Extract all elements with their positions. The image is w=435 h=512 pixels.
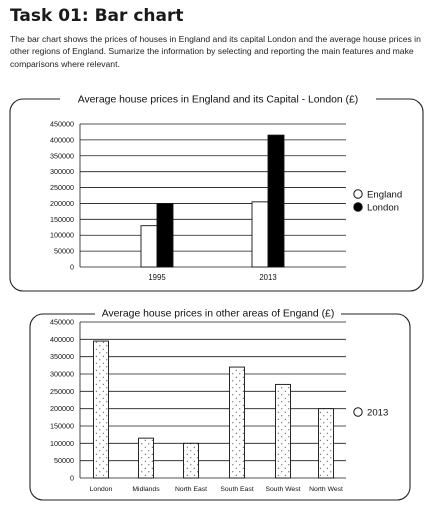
y-tick-label: 300000 [50,369,74,379]
x-category-label: North East [174,486,208,493]
bar-2013-london [94,341,109,478]
bar-2013-south-east [230,367,245,478]
x-category-label: South East [220,486,254,493]
x-category-label: 2013 [259,273,277,282]
y-tick-label: 300000 [50,167,74,177]
y-tick-label: 0 [70,473,74,483]
y-tick-label: 50000 [54,456,74,466]
chart-title: Average house prices in other areas of Engand (£) [101,308,335,320]
bar-2013-north-east [184,443,199,478]
england-london-bar-chart [0,88,435,294]
y-tick-label: 100000 [50,230,74,240]
task-instructions: The bar chart shows the prices of houses in England and its capital London and the average house prices in other regions of England. Sumarize the information by selecting and reporting the main features and make comparisons where relevant. [10,34,421,69]
legend-marker-2013 [354,408,362,416]
chart-title: Average house prices in England and its Capital - London (£) [77,94,359,106]
x-category-label: London [89,486,113,493]
bar-london-2013 [268,135,284,267]
bar-2013-north-west [319,409,334,478]
legend-marker-england [354,190,362,198]
x-category-label: 1995 [148,273,166,282]
bar-england-1995 [141,226,157,267]
y-tick-label: 400000 [50,135,74,145]
x-category-label: Midlands [132,486,160,493]
y-tick-label: 400000 [50,334,74,344]
y-tick-label: 50000 [54,246,74,256]
y-tick-label: 450000 [50,317,74,327]
legend-marker-london [354,203,362,211]
legend-label-england: England [367,189,403,201]
task-title: Task 01: Bar chart [10,6,184,26]
x-category-label: North West [309,486,343,493]
y-tick-label: 350000 [50,352,74,362]
panel-border [30,314,410,500]
bar-england-2013 [252,202,268,267]
regional-bar-chart [0,302,435,504]
y-tick-label: 200000 [50,198,74,208]
y-tick-label: 0 [70,262,74,272]
y-tick-label: 450000 [50,119,74,129]
y-tick-label: 250000 [50,183,74,193]
bar-2013-midlands [139,438,154,478]
y-tick-label: 250000 [50,386,74,396]
y-tick-label: 100000 [50,438,74,448]
y-tick-label: 150000 [50,214,74,224]
x-category-label: South West [265,486,301,493]
legend-label-london: London [367,202,400,214]
y-tick-label: 350000 [50,151,74,161]
bar-london-1995 [157,203,173,267]
y-tick-label: 200000 [50,404,74,414]
bar-2013-south-west [276,384,291,478]
y-tick-label: 150000 [50,421,74,431]
legend-label-2013: 2013 [367,407,389,419]
